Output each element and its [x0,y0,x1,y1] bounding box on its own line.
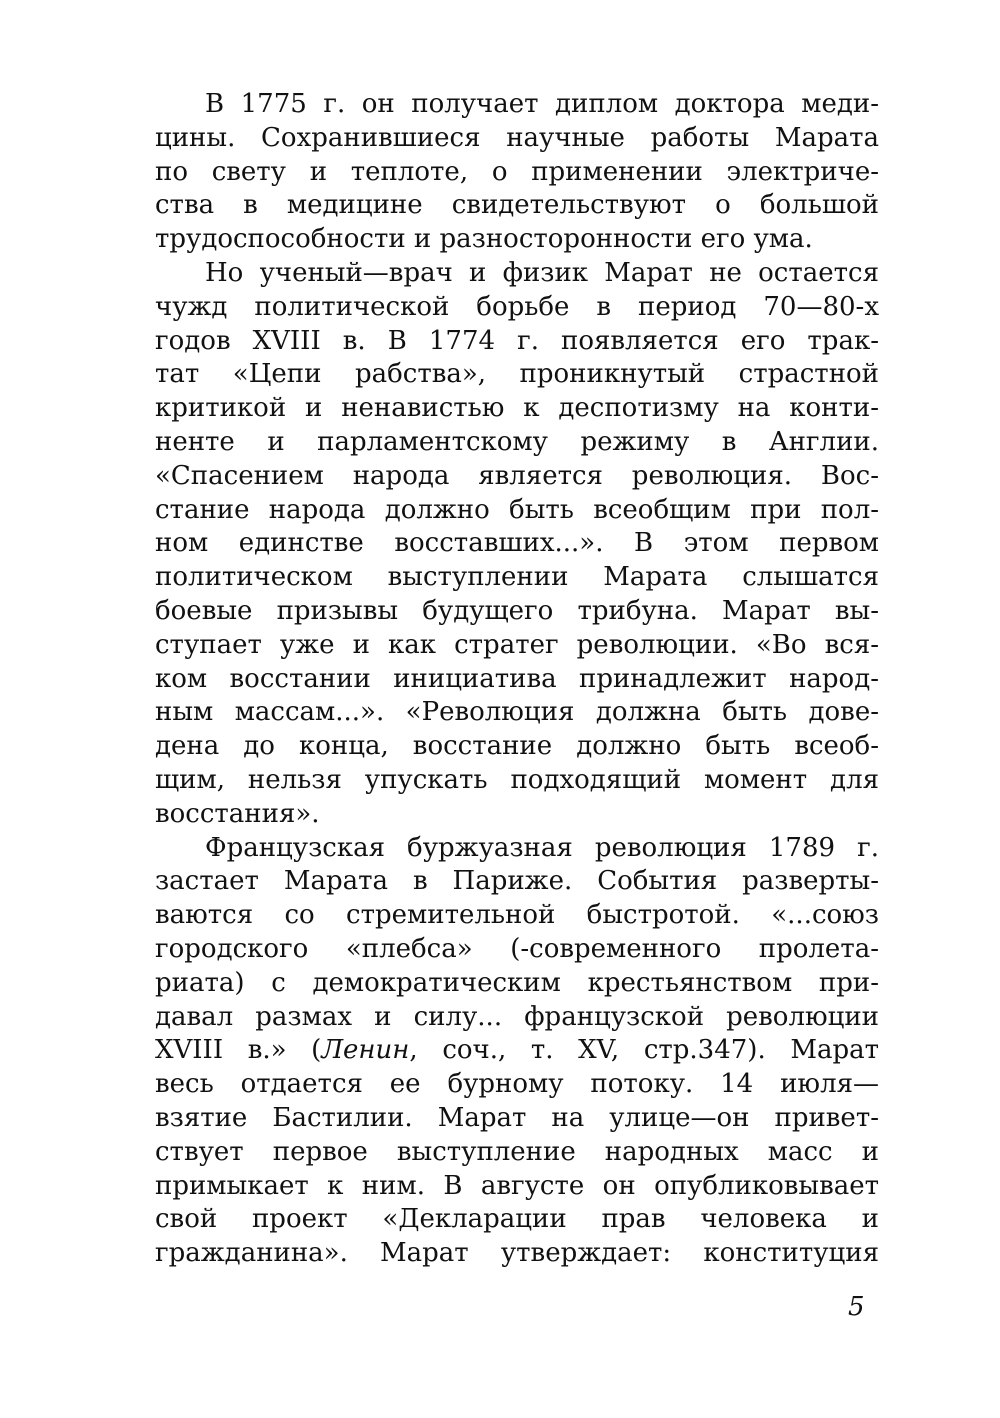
text-line [155,629,879,663]
text-line [155,358,879,392]
text-line [155,325,879,359]
line-text: критикой и ненавистью к деспотизму на конти- [155,393,879,424]
line-text: ступает уже и как стратег революции. «Во вся- [155,629,879,660]
line-text: цины. Сохранившиеся научные работы Марата [155,122,879,153]
page-number: 5 [848,1292,865,1322]
text-line [155,967,879,1001]
text-line [155,730,879,764]
line-text: щим, нельзя упускать подходящий момент для [155,764,879,795]
line-text: «Спасением народа является революция. Вос- [155,460,879,491]
line-text: восстания». [155,798,320,829]
line-text: Французская буржуазная революция 1789 г. [205,832,879,863]
line-text: ствует первое выступление народных масс и [155,1136,879,1167]
line-text: городского «плебса» (-современного пролета- [155,933,879,964]
line-text: весь отдается ее бурному потоку. 14 июля— [155,1069,879,1100]
line-text: трудоспособности и разносторонности его ума. [155,224,813,255]
line-text: ным массам...». «Революция должна быть дове- [155,697,879,728]
text-line [155,696,879,730]
text-line [155,392,879,426]
line-text: ком восстании инициатива принадлежит народ- [155,663,879,694]
line-text: боевые призывы будущего трибуна. Марат вы- [155,595,879,626]
text-line [155,1170,879,1204]
text-line [155,1034,879,1068]
text-line [155,798,879,832]
text-line [155,257,879,291]
text-line [155,122,879,156]
text-line [155,1068,879,1102]
text-line [155,189,879,223]
text-line [155,1136,879,1170]
line-text: взятие Бастилии. Марат на улице—он привет- [155,1102,879,1133]
text-line [155,899,879,933]
line-text: ваются со стремительной быстротой. «...союз [155,900,879,931]
line-text: годов XVIII в. В 1774 г. появляется его трак- [155,325,879,356]
line-text: ненте и парламентскому режиму в Англии. [155,426,879,457]
text-line [155,1102,879,1136]
text-line [155,764,879,798]
line-text: риата) с демократическим крестьянством при- [155,967,879,998]
text-line [155,561,879,595]
text-line [155,1203,879,1237]
line-text: свой проект «Декларации прав человека и [155,1204,879,1235]
line-text: , соч., т. XV, стр.347). Марат [409,1035,879,1066]
text-line [155,865,879,899]
text-line [155,1237,879,1271]
line-text: XVIII в.» ( [155,1035,322,1066]
text-line [155,426,879,460]
line-text: ства в медицине свидетельствуют о большой [155,190,879,221]
text-line [155,291,879,325]
text-line [155,832,879,866]
line-text: застает Марата в Париже. События разверты- [155,866,879,897]
line-text: дена до конца, восстание должно быть всеоб- [155,731,879,762]
line-text: стание народа должно быть всеобщим при пол- [155,494,879,525]
text-line [155,223,879,257]
text-line [155,156,879,190]
body-text [155,88,879,1271]
line-text: Но ученый—врач и физик Марат не остается [205,257,879,288]
text-line [155,88,879,122]
line-text: примыкает к ним. В августе он опубликовывает [155,1170,879,1201]
line-text: В 1775 г. он получает диплом доктора меди- [205,89,879,119]
line-text: давал размах и силу... французской революции [155,1001,879,1032]
italic-citation: Ленин [321,1035,410,1066]
line-text: политическом выступлении Марата слышатся [155,562,879,593]
line-text: по свету и теплоте, о применении электриче- [155,156,879,187]
line-text: чужд политической борьбе в период 70—80-х [155,291,879,322]
text-line [155,663,879,697]
text-line [155,527,879,561]
text-line [155,933,879,967]
text-line [155,1001,879,1035]
line-text: гражданина». Марат утверждает: конституция [155,1238,879,1269]
text-line [155,460,879,494]
line-text: тат «Цепи рабства», проникнутый страстной [155,359,879,390]
text-line [155,595,879,629]
text-line [155,494,879,528]
line-text: ном единстве восставших...». В этом первом [155,528,879,559]
